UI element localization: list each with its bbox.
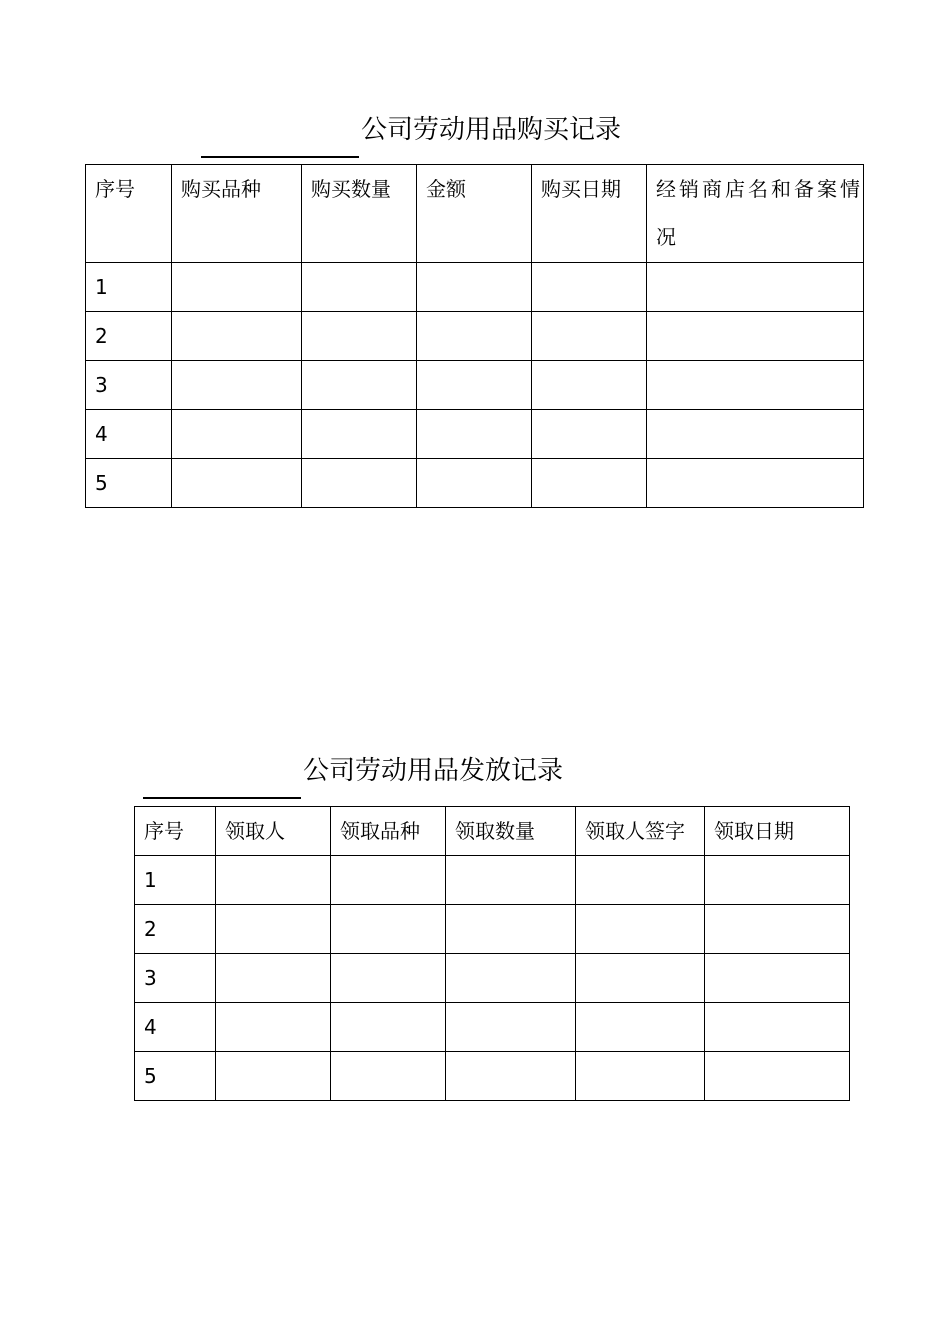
table-row — [135, 1003, 850, 1052]
empty-cell[interactable] — [417, 361, 532, 410]
empty-cell[interactable] — [576, 954, 705, 1003]
empty-cell[interactable] — [532, 361, 647, 410]
empty-cell[interactable] — [302, 459, 417, 508]
empty-cell[interactable] — [532, 459, 647, 508]
row-index-cell: 3 — [86, 361, 172, 410]
header-cell: 序号 — [86, 165, 172, 263]
row-index-cell: 1 — [135, 856, 216, 905]
empty-cell[interactable] — [647, 410, 864, 459]
empty-cell[interactable] — [647, 312, 864, 361]
empty-cell[interactable] — [172, 263, 302, 312]
table-row — [86, 459, 864, 508]
header-cell: 金额 — [417, 165, 532, 263]
distribution-header-row — [135, 807, 850, 856]
empty-cell[interactable] — [216, 856, 331, 905]
row-index-cell: 2 — [135, 905, 216, 954]
empty-cell[interactable] — [331, 856, 446, 905]
header-cell: 经销商店名和备案情况 — [647, 165, 864, 263]
empty-cell[interactable] — [532, 312, 647, 361]
empty-cell[interactable] — [417, 459, 532, 508]
row-index-cell: 5 — [135, 1052, 216, 1101]
empty-cell[interactable] — [302, 410, 417, 459]
empty-cell[interactable] — [172, 361, 302, 410]
purchase-title-blank-line — [201, 156, 359, 158]
row-index-cell: 1 — [86, 263, 172, 312]
header-cell: 购买品种 — [172, 165, 302, 263]
table-row — [86, 410, 864, 459]
empty-cell[interactable] — [172, 312, 302, 361]
table-row — [135, 856, 850, 905]
empty-cell[interactable] — [705, 905, 850, 954]
empty-cell[interactable] — [302, 312, 417, 361]
empty-cell[interactable] — [302, 263, 417, 312]
empty-cell[interactable] — [532, 410, 647, 459]
row-index-cell: 2 — [86, 312, 172, 361]
distribution-title: 公司劳动用品发放记录 — [303, 756, 564, 786]
empty-cell[interactable] — [576, 1052, 705, 1101]
header-cell: 购买日期 — [532, 165, 647, 263]
empty-cell[interactable] — [576, 1003, 705, 1052]
empty-cell[interactable] — [216, 905, 331, 954]
empty-cell[interactable] — [576, 856, 705, 905]
row-index-cell: 3 — [135, 954, 216, 1003]
empty-cell[interactable] — [417, 263, 532, 312]
row-index-cell: 4 — [135, 1003, 216, 1052]
empty-cell[interactable] — [705, 1003, 850, 1052]
empty-cell[interactable] — [417, 312, 532, 361]
empty-cell[interactable] — [647, 361, 864, 410]
empty-cell[interactable] — [705, 1052, 850, 1101]
empty-cell[interactable] — [331, 954, 446, 1003]
empty-cell[interactable] — [647, 263, 864, 312]
distribution-table — [134, 806, 850, 1101]
table-row — [135, 1052, 850, 1101]
table-row — [86, 312, 864, 361]
empty-cell[interactable] — [216, 954, 331, 1003]
table-row — [86, 263, 864, 312]
table-row — [135, 905, 850, 954]
purchase-header-row — [86, 165, 864, 263]
distribution-title-blank-line — [143, 797, 301, 799]
empty-cell[interactable] — [532, 263, 647, 312]
table-row — [135, 954, 850, 1003]
header-cell: 领取人 — [216, 807, 331, 856]
header-cell: 领取数量 — [446, 807, 576, 856]
purchase-table — [85, 164, 864, 508]
empty-cell[interactable] — [705, 954, 850, 1003]
header-cell: 领取品种 — [331, 807, 446, 856]
empty-cell[interactable] — [331, 905, 446, 954]
empty-cell[interactable] — [705, 856, 850, 905]
empty-cell[interactable] — [446, 856, 576, 905]
empty-cell[interactable] — [331, 1003, 446, 1052]
empty-cell[interactable] — [417, 410, 532, 459]
empty-cell[interactable] — [446, 1003, 576, 1052]
header-cell: 领取日期 — [705, 807, 850, 856]
empty-cell[interactable] — [172, 410, 302, 459]
header-cell: 序号 — [135, 807, 216, 856]
table-row — [86, 361, 864, 410]
row-index-cell: 4 — [86, 410, 172, 459]
empty-cell[interactable] — [331, 1052, 446, 1101]
purchase-title: 公司劳动用品购买记录 — [361, 115, 622, 145]
empty-cell[interactable] — [216, 1052, 331, 1101]
empty-cell[interactable] — [172, 459, 302, 508]
header-cell: 购买数量 — [302, 165, 417, 263]
empty-cell[interactable] — [446, 1052, 576, 1101]
header-cell: 领取人签字 — [576, 807, 705, 856]
empty-cell[interactable] — [446, 905, 576, 954]
empty-cell[interactable] — [302, 361, 417, 410]
row-index-cell: 5 — [86, 459, 172, 508]
empty-cell[interactable] — [216, 1003, 331, 1052]
empty-cell[interactable] — [576, 905, 705, 954]
empty-cell[interactable] — [446, 954, 576, 1003]
empty-cell[interactable] — [647, 459, 864, 508]
